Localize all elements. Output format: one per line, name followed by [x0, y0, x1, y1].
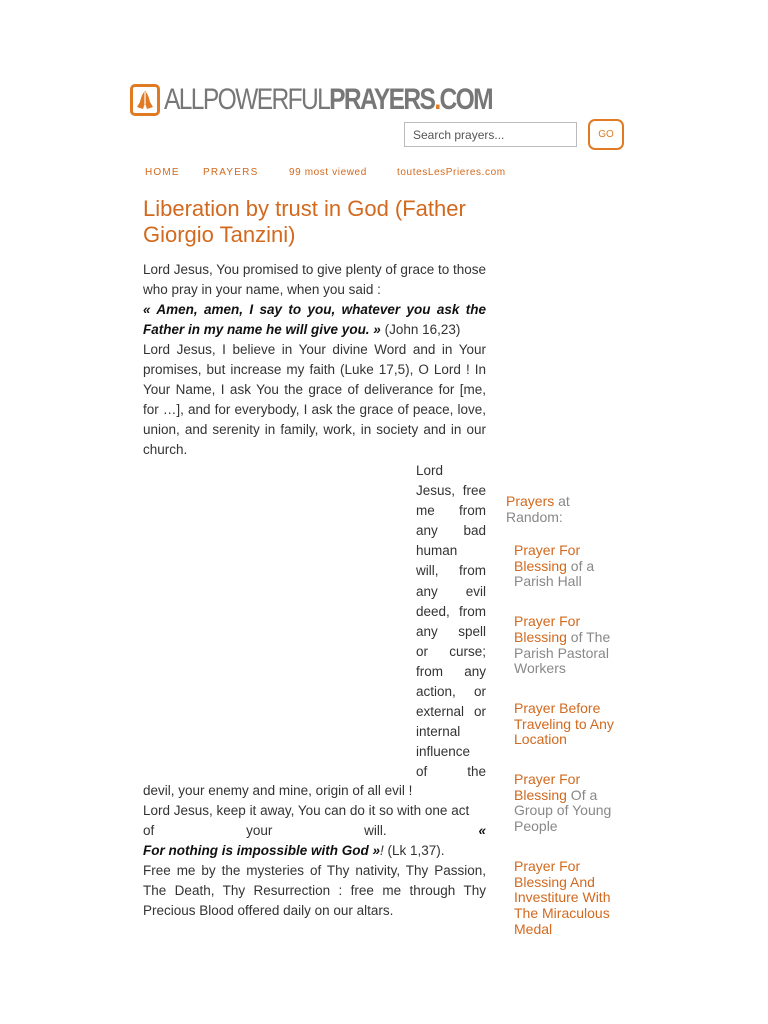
scripture-quote: For nothing is impossible with God »: [143, 843, 381, 858]
article-paragraph: Free me by the mysteries of Thy nativity, Thy Passion, The Death, Thy Resurrection : free me through Thy Precious Blood offered daily on our altars.: [143, 863, 486, 918]
article-body: [143, 260, 486, 460]
search-go-button[interactable]: GO: [588, 119, 624, 150]
sidebar-heading-link[interactable]: Prayers: [506, 493, 555, 509]
floating-text-column: Lord Jesus, free me from any bad human will, from any evil deed, from any spell or curse; from any action, or external or internal influence of the: [416, 463, 486, 780]
site-logo[interactable]: [130, 82, 564, 118]
article-paragraph: devil, your enemy and mine, origin of all evil !: [143, 783, 413, 798]
sidebar-item-prayer-parish-hall[interactable]: Prayer For Blessing of a Parish Hall: [514, 542, 595, 590]
sidebar-item-prayer-pastoral-workers[interactable]: Prayer For Blessing of The Parish Pastoral Workers: [514, 613, 611, 677]
sidebar-item-prayer-miraculous-medal[interactable]: Prayer For Blessing And Investiture With The Miraculous Medal: [514, 857, 611, 937]
nav-home[interactable]: HOME: [145, 167, 180, 178]
sidebar-heading: Prayers at Random:: [506, 493, 570, 525]
logo-text: ALLPOWERFULPRAYERS.COM: [164, 83, 493, 116]
nav-most-viewed[interactable]: 99 most viewed: [289, 167, 367, 178]
random-prayers-sidebar: [506, 493, 626, 937]
sidebar-item-prayer-young-people[interactable]: Prayer For Blessing Of a Group of Young People: [514, 771, 612, 835]
praying-hands-icon: [130, 84, 160, 116]
article-paragraph: Lord Jesus, keep it away, You can do it so with one act: [143, 803, 470, 818]
page-title: Liberation by trust in God (Father Giorgio Tanzini): [143, 196, 466, 247]
sidebar-item-prayer-before-traveling[interactable]: Prayer Before Traveling to Any Location: [514, 699, 614, 748]
article-paragraph: Lord Jesus, You promised to give plenty of grace to those who pray in your name, when you said : « Amen, amen, I say to you, whatever you ask the Father in my name he will give you. » (John 16,23) Lord Jesus, I believe in Your divine Word and in Your promises, but increase my faith (Luke 17,5), O Lord ! In Your Name, I ask You the grace of deliverance for [me, for …], and for everybody, I ask the grace of peace, love, union, and serenity in family, work, in society and in our church.: [143, 262, 486, 457]
article-line: of your will. «: [143, 823, 486, 838]
article-paragraph: For nothing is impossible with God »! (Lk 1,37).: [143, 843, 445, 858]
search-input[interactable]: [404, 122, 577, 147]
scripture-quote: « Amen, amen, I say to you, whatever you ask the Father in my name he will give you. »: [143, 302, 486, 337]
nav-prayers[interactable]: PRAYERS: [203, 167, 259, 178]
sidebar-list: [514, 543, 624, 961]
article-continued: [143, 781, 486, 921]
nav-toutes-les-prieres[interactable]: toutesLesPrieres.com: [397, 167, 506, 178]
